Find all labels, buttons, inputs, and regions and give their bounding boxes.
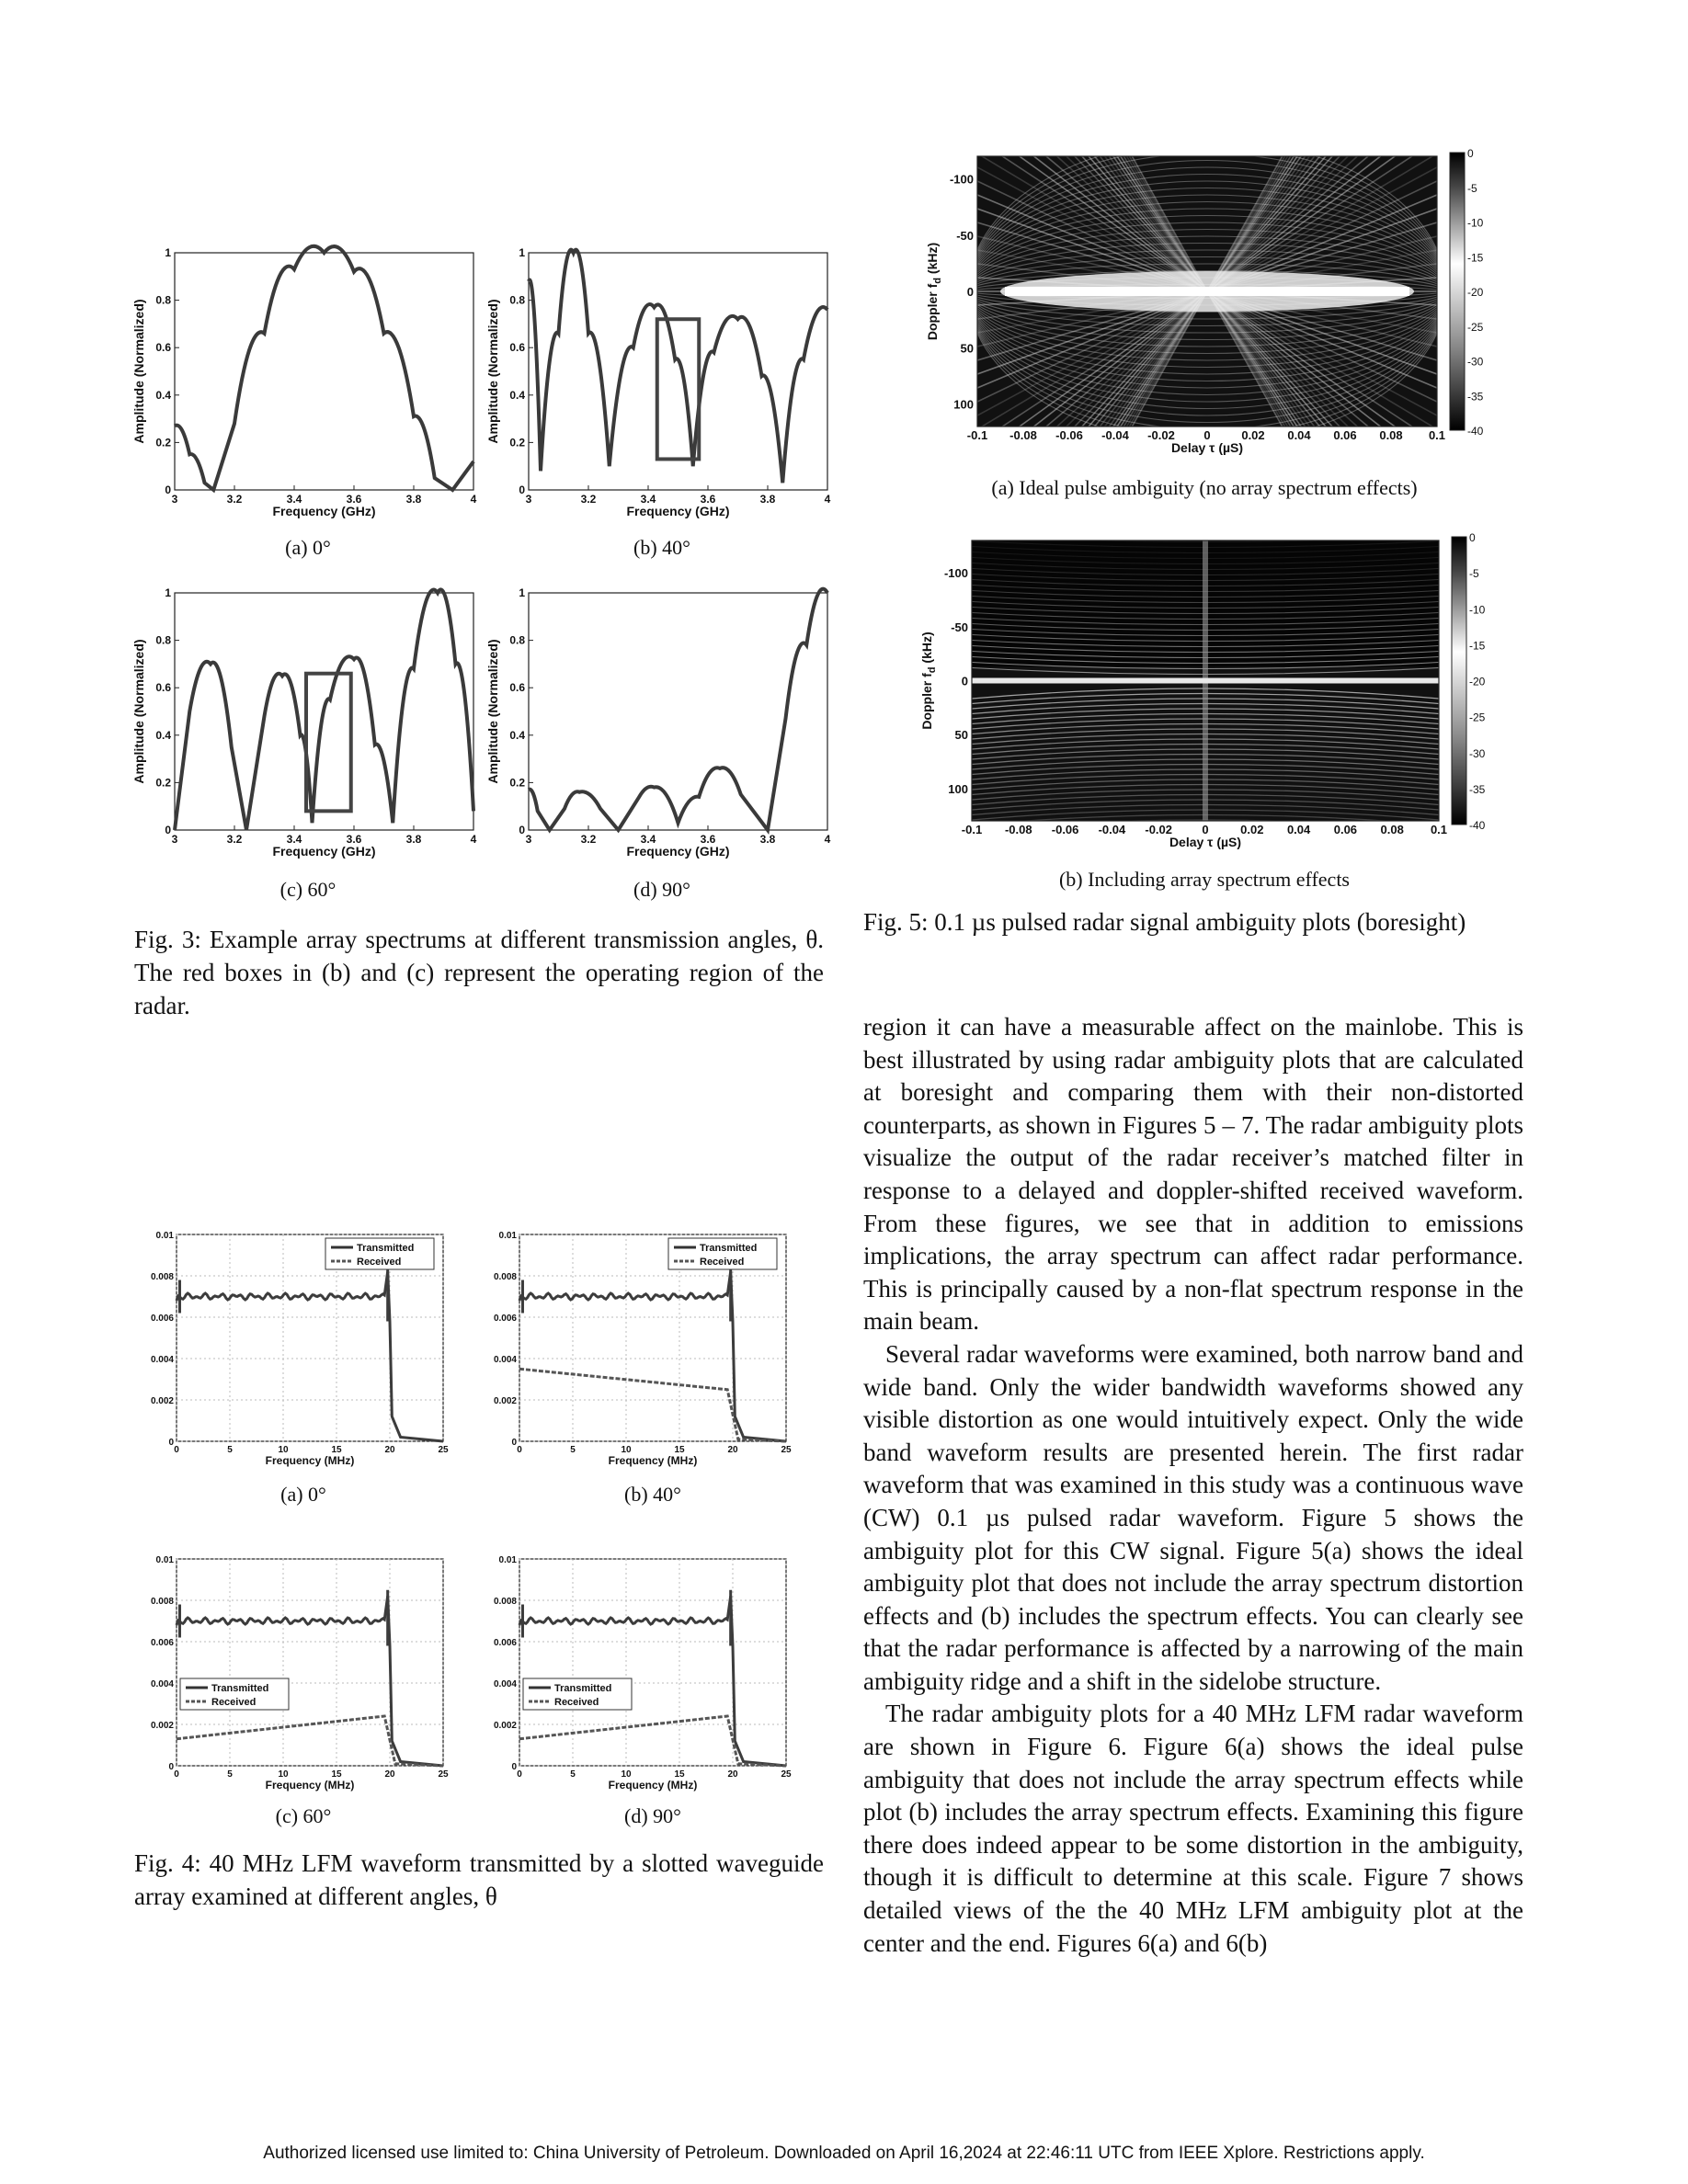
body-paragraph-3: The radar ambiguity plots for a 40 MHz LFM radar waveform are shown in Figure 6. Figure 6(a) shows the ideal pulse ambiguity that does not include the array spectrum effects while plot (b) includes the array spectrum effects. Examining this figure there does indeed appear to be some distortion in the ambiguity, though it is difficult to determine at this scale. Figure 7 shows detailed views of the the 40 MHz LFM ambiguity plot at the center and the end. Figures 6(a) and 6(b)	[863, 1700, 1523, 1957]
x-tick-label: 15	[674, 1445, 685, 1455]
y-axis-label: Amplitude (Normalized)	[485, 299, 500, 444]
y-tick-label: 0.4	[155, 388, 171, 402]
x-tick-label: -0.08	[1004, 823, 1032, 836]
y-tick-label: 0.004	[493, 1679, 517, 1689]
x-axis-label: Frequency (GHz)	[626, 844, 730, 859]
y-tick-label: 0	[511, 1438, 517, 1448]
x-tick-label: 0.08	[1380, 823, 1404, 836]
fig4-panel-b	[481, 1227, 798, 1475]
x-tick-label: 3.8	[405, 833, 422, 846]
y-tick-label: 0.8	[509, 633, 525, 647]
colorbar-tick-label: -40	[1469, 819, 1486, 832]
x-tick-label: 5	[227, 1769, 233, 1780]
fig3-panel-c	[129, 584, 487, 864]
y-tick-label: 0.4	[155, 728, 171, 742]
x-tick-label: 4	[470, 493, 477, 506]
y-tick-label: 0.002	[493, 1721, 517, 1731]
legend-received-label: Received	[554, 1697, 599, 1708]
x-axis-label: Frequency (GHz)	[272, 844, 376, 859]
y-tick-label: 100	[948, 781, 968, 796]
y-tick-label: 0	[961, 674, 968, 688]
y-tick-label: 0.6	[509, 341, 525, 355]
body-paragraph-1: region it can have a measurable affect on the mainlobe. This is best illustrated by using radar ambiguity plots that are calculated at boresight and comparing them with their non-distorted counterparts, as shown in Figures 5 – 7. The radar ambiguity plots visualize the output of the radar receiver’s matched filter in response to a delayed and doppler-shifted received waveform. From these figures, we see that in addition to emissions implications, the array spectrum can affect radar performance. This is principally caused by a non-flat spectrum response in the main beam.	[863, 1013, 1523, 1336]
fig5-panel-b	[915, 531, 1526, 862]
x-tick-label: -0.06	[1055, 428, 1083, 442]
x-tick-label: -0.02	[1147, 428, 1175, 442]
y-tick-label: 0.2	[509, 436, 525, 449]
ridge-core	[1005, 287, 1409, 296]
x-tick-label: 3.8	[759, 833, 776, 846]
y-tick-label: 0.004	[150, 1355, 174, 1365]
y-tick-label: 0.8	[155, 293, 171, 307]
y-tick-label: 0.006	[493, 1638, 517, 1648]
fig4-panel-a	[138, 1227, 455, 1475]
body-paragraph-2: Several radar waveforms were examined, both narrow band and wide band. Only the wider bandwidth waveforms showed any visible distortion as one would intuitively expect. Only the wide band waveform results are presented herein. The first radar waveform that was examined in this study was a continuous wave (CW) 0.1 µs pulsed radar waveform. Figure 5 shows the ambiguity plot for this CW signal. Figure 5(a) shows the ideal ambiguity plot that does not include the array spectrum distortion effects and (b) includes the spectrum effects. You can clearly see that the radar performance is affected by a narrowing of the main ambiguity ridge and a shift in the sidelobe structure.	[863, 1339, 1523, 1695]
x-tick-label: 3.6	[346, 493, 362, 506]
fig3-sub-a: (a) 0°	[285, 536, 331, 559]
x-tick-label: 0	[174, 1769, 179, 1780]
y-tick-label: 0	[168, 1762, 174, 1772]
y-tick-label: -100	[949, 172, 974, 187]
y-tick-label: 0.01	[155, 1231, 174, 1241]
x-tick-label: 3	[525, 833, 532, 846]
y-tick-label: 0.002	[150, 1721, 174, 1731]
y-tick-label: 0.008	[150, 1272, 174, 1282]
y-tick-label: 0	[168, 1438, 174, 1448]
y-tick-label: 0.008	[493, 1597, 517, 1607]
colorbar-tick-label: -15	[1469, 639, 1486, 653]
y-axis-label: Doppler $f_d$ (kHz)	[925, 242, 943, 341]
x-axis-label: Frequency (GHz)	[272, 504, 376, 518]
fig5-sub-a: (a) Ideal pulse ambiguity (no array spectrum effects)	[991, 476, 1418, 499]
fig4-sub-d: (d) 90°	[624, 1804, 681, 1827]
fig4-panel-c	[138, 1552, 455, 1800]
y-tick-label: -100	[943, 566, 968, 581]
y-tick-label: 50	[954, 728, 968, 743]
x-tick-label: 3	[525, 493, 532, 506]
legend-received-label: Received	[357, 1257, 402, 1268]
x-tick-label: 20	[727, 1445, 738, 1455]
y-tick-label: 0.6	[155, 681, 171, 695]
y-tick-label: 0.002	[493, 1396, 517, 1406]
x-tick-label: 3.2	[226, 833, 243, 846]
colorbar	[1452, 537, 1466, 825]
y-tick-label: 0.8	[509, 293, 525, 307]
legend-transmitted-label: Transmitted	[700, 1243, 758, 1254]
y-tick-label: -50	[956, 228, 974, 243]
colorbar-tick-label: -10	[1467, 216, 1484, 230]
y-tick-label: 0	[511, 1762, 517, 1772]
x-tick-label: 3.8	[405, 493, 422, 506]
x-tick-label: 3.4	[286, 833, 302, 846]
x-tick-label: 5	[570, 1445, 576, 1455]
fig4-caption: Fig. 4: 40 MHz LFM waveform transmitted by a slotted waveguide array examined at different angles, θ	[134, 1849, 824, 1910]
y-tick-label: 0.01	[498, 1231, 517, 1241]
x-tick-label: 20	[384, 1445, 395, 1455]
y-tick-label: 50	[960, 341, 974, 356]
y-tick-label: 0	[165, 824, 171, 836]
y-tick-label: 0.006	[493, 1314, 517, 1324]
upper-fringe	[972, 531, 1439, 537]
fig3-sub-b: (b) 40°	[633, 536, 690, 559]
y-tick-label: 0	[966, 285, 974, 299]
y-tick-label: 0.004	[493, 1355, 517, 1365]
x-tick-label: 3.4	[286, 493, 302, 506]
colorbar-tick-label: -30	[1469, 746, 1486, 760]
y-axis-label: Amplitude (Normalized)	[485, 639, 500, 784]
fig4-panel-d	[481, 1552, 798, 1800]
x-tick-label: 0.04	[1286, 823, 1311, 836]
x-tick-label: 3	[171, 833, 178, 846]
y-axis-label: Doppler $f_d$ (kHz)	[919, 631, 938, 730]
y-tick-label: 0.006	[150, 1314, 174, 1324]
colorbar-tick-label: -20	[1469, 675, 1486, 688]
fig3-panel-b	[483, 244, 841, 524]
x-tick-label: -0.04	[1101, 428, 1129, 442]
x-tick-label: 5	[570, 1769, 576, 1780]
fig3-panel-a	[129, 244, 487, 524]
x-tick-label: 3.2	[580, 833, 597, 846]
x-axis-label: Frequency (MHz)	[265, 1779, 355, 1792]
x-tick-label: 3.2	[580, 493, 597, 506]
y-tick-label: 0	[519, 824, 525, 836]
x-tick-label: 3.2	[226, 493, 243, 506]
y-tick-label: 0.002	[150, 1396, 174, 1406]
colorbar-tick-label: -25	[1467, 320, 1484, 334]
x-tick-label: 15	[331, 1769, 342, 1780]
x-axis-label: Frequency (MHz)	[608, 1454, 698, 1467]
x-tick-label: 15	[331, 1445, 342, 1455]
x-tick-label: 10	[278, 1445, 289, 1455]
x-tick-label: 0.02	[1241, 428, 1265, 442]
x-tick-label: 25	[781, 1445, 792, 1455]
fig3-panel-d	[483, 584, 841, 864]
x-tick-label: -0.08	[1009, 428, 1037, 442]
fig4-sub-c: (c) 60°	[275, 1804, 332, 1827]
x-axis-label: Frequency (MHz)	[265, 1454, 355, 1467]
fig4-sub-b: (b) 40°	[624, 1483, 681, 1506]
x-tick-label: 0.08	[1379, 428, 1403, 442]
x-tick-label: 20	[384, 1769, 395, 1780]
x-tick-label: 3.6	[700, 493, 716, 506]
colorbar-tick-label: -30	[1467, 355, 1484, 369]
y-tick-label: 0.8	[155, 633, 171, 647]
heatmap-group	[972, 531, 1439, 836]
x-tick-label: 0.04	[1287, 428, 1311, 442]
colorbar-tick-label: -25	[1469, 711, 1486, 724]
x-tick-label: 3.4	[640, 833, 656, 846]
legend-transmitted-label: Transmitted	[554, 1683, 612, 1694]
legend-received-label: Received	[700, 1257, 745, 1268]
legend-transmitted-label: Transmitted	[211, 1683, 269, 1694]
x-tick-label: -0.04	[1098, 823, 1126, 836]
fig4-sub-a: (a) 0°	[280, 1483, 326, 1506]
x-tick-label: 0	[1203, 428, 1211, 442]
ridge-core	[972, 678, 1439, 684]
fig5-sub-b: (b) Including array spectrum effects	[1058, 868, 1350, 891]
fig5-caption: Fig. 5: 0.1 µs pulsed radar signal ambiguity plots (boresight)	[863, 908, 1466, 936]
y-tick-label: 1	[165, 586, 171, 599]
x-tick-label: 0.06	[1333, 823, 1358, 836]
y-tick-label: 100	[953, 397, 974, 412]
x-tick-label: 0	[517, 1445, 522, 1455]
y-tick-label: 1	[165, 246, 171, 259]
x-tick-label: 0.1	[1430, 823, 1448, 836]
y-tick-label: 0.2	[155, 436, 171, 449]
y-tick-label: 0.008	[150, 1597, 174, 1607]
fig3-sub-c: (c) 60°	[279, 878, 336, 901]
x-tick-label: 0	[1202, 823, 1209, 836]
y-tick-label: 0.006	[150, 1638, 174, 1648]
y-tick-label: 0.01	[155, 1555, 174, 1565]
y-tick-label: 0.2	[509, 776, 525, 790]
x-axis-label: Delay τ (µS)	[1170, 440, 1244, 455]
colorbar-tick-label: -15	[1467, 251, 1484, 265]
x-tick-label: 0.06	[1333, 428, 1357, 442]
x-tick-label: 0	[517, 1769, 522, 1780]
colorbar-tick-label: -5	[1469, 567, 1479, 581]
y-tick-label: 0.4	[509, 728, 525, 742]
plot-frame	[529, 253, 827, 490]
x-tick-label: -0.02	[1145, 823, 1173, 836]
y-tick-label: 0.4	[509, 388, 525, 402]
x-tick-label: 20	[727, 1769, 738, 1780]
y-tick-label: 0.01	[498, 1555, 517, 1565]
heatmap-group	[968, 147, 1446, 473]
y-tick-label: 0.2	[155, 776, 171, 790]
colorbar-tick-label: 0	[1469, 531, 1476, 544]
colorbar-tick-label: -10	[1469, 603, 1486, 617]
x-tick-label: -0.1	[966, 428, 988, 442]
colorbar-tick-label: -5	[1467, 181, 1477, 195]
x-tick-label: 0	[174, 1445, 179, 1455]
x-tick-label: 25	[781, 1769, 792, 1780]
fig5-panel-a	[919, 147, 1526, 473]
x-tick-label: 15	[674, 1769, 685, 1780]
x-tick-label: 3.8	[759, 493, 776, 506]
x-tick-label: 10	[621, 1445, 632, 1455]
y-tick-label: 0	[165, 483, 171, 496]
x-tick-label: -0.1	[961, 823, 983, 836]
y-axis-label: Amplitude (Normalized)	[131, 299, 146, 444]
fig3-sub-d: (d) 90°	[633, 878, 690, 901]
x-tick-label: 3	[171, 493, 178, 506]
x-tick-label: 10	[621, 1769, 632, 1780]
x-tick-label: 4	[824, 493, 831, 506]
colorbar	[1450, 153, 1465, 430]
y-tick-label: 0.6	[509, 681, 525, 695]
x-tick-label: 3.6	[346, 833, 362, 846]
x-axis-label: Frequency (MHz)	[608, 1779, 698, 1792]
y-tick-label: -50	[951, 620, 968, 634]
x-tick-label: 0.1	[1428, 428, 1446, 442]
legend-received-label: Received	[211, 1697, 257, 1708]
x-tick-label: 3.6	[700, 833, 716, 846]
colorbar-tick-label: -40	[1467, 425, 1484, 438]
colorbar-tick-label: 0	[1467, 147, 1474, 160]
y-tick-label: 1	[519, 246, 525, 259]
x-tick-label: 4	[824, 833, 831, 846]
x-tick-label: 10	[278, 1769, 289, 1780]
y-tick-label: 0.6	[155, 341, 171, 355]
fig3-caption: Fig. 3: Example array spectrums at different transmission angles, θ. The red boxes in (b) and (c) represent the operating region of the radar.	[134, 926, 824, 1019]
y-tick-label: 0.008	[493, 1272, 517, 1282]
x-tick-label: 25	[438, 1445, 449, 1455]
x-tick-label: 25	[438, 1769, 449, 1780]
footer-license: Authorized licensed use limited to: China University of Petroleum. Downloaded on April 16,2024 at 22:46:11 UTC from IEEE Xplore. Restrictions apply.	[263, 2144, 1425, 2163]
y-tick-label: 0.004	[150, 1679, 174, 1689]
x-axis-label: Delay τ (µS)	[1169, 835, 1242, 849]
y-tick-label: 1	[519, 586, 525, 599]
colorbar-tick-label: -35	[1467, 390, 1484, 404]
x-tick-label: 0.02	[1240, 823, 1264, 836]
x-axis-label: Frequency (GHz)	[626, 504, 730, 518]
legend-transmitted-label: Transmitted	[357, 1243, 415, 1254]
x-tick-label: 3.4	[640, 493, 656, 506]
body-text	[863, 1011, 1523, 1960]
x-tick-label: 4	[470, 833, 477, 846]
colorbar-tick-label: -35	[1469, 782, 1486, 796]
colorbar-tick-label: -20	[1467, 286, 1484, 299]
x-tick-label: 5	[227, 1445, 233, 1455]
y-tick-label: 0	[519, 483, 525, 496]
y-axis-label: Amplitude (Normalized)	[131, 639, 146, 784]
x-tick-label: -0.06	[1051, 823, 1079, 836]
